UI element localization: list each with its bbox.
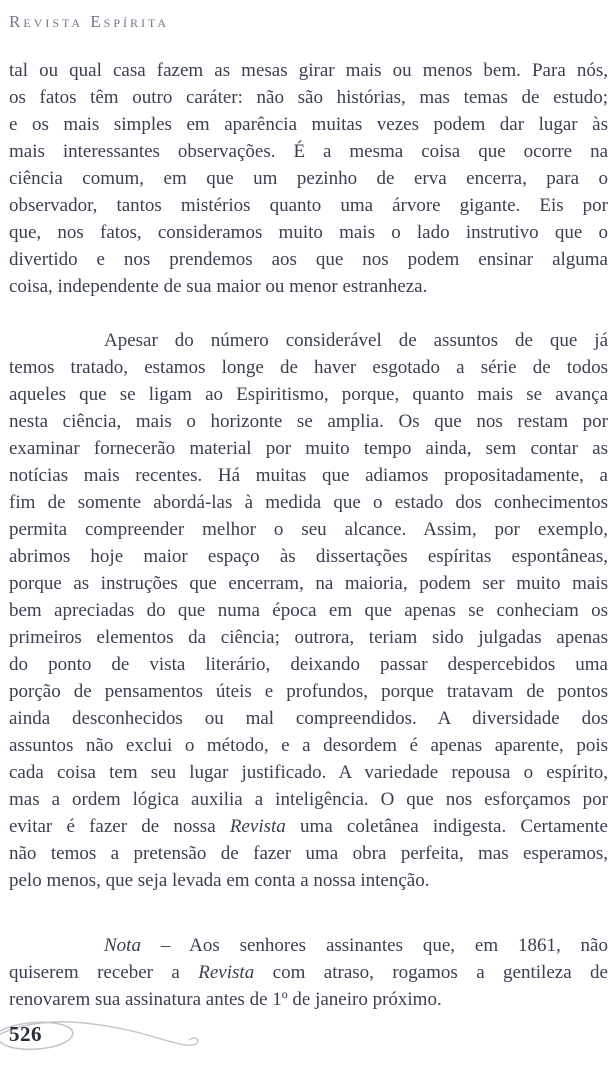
text-line: Nota – Aos senhores assinantes que, em 1861, não [104, 935, 608, 956]
text-line: notícias mais recentes. Há muitas que adiamos propositadamente, a [9, 465, 608, 486]
text-line: Apesar do número considerável de assuntos de que já [104, 330, 608, 351]
text-line: aqueles que se ligam ao Espiritismo, porque, quanto mais se avança [9, 384, 608, 405]
text-line: não temos a pretensão de fazer uma obra perfeita, mas esperamos, [9, 843, 608, 864]
text-line: quiserem receber a Revista com atraso, rogamos a gentileza de [9, 962, 608, 983]
text-line: primeiros elementos da ciência; outrora, teriam sido julgadas apenas [9, 627, 608, 648]
text-line: observador, tantos mistérios quanto uma árvore gigante. Eis por [9, 195, 608, 216]
text-line: os fatos têm outro caráter: não são histórias, mas temas de estudo; [9, 87, 608, 108]
text-line: do ponto de vista literário, deixando passar despercebidos uma [9, 654, 608, 675]
text-line: ciência comum, em que um pezinho de erva encerra, para o [9, 168, 608, 189]
text-line: assuntos não exclui o método, e a desordem é apenas aparente, pois [9, 735, 608, 756]
text-line: ainda desconhecidos ou mal compreendidos. A diversidade dos [9, 708, 608, 729]
text-line: bem apreciadas do que numa época em que apenas se conheciam os [9, 600, 608, 621]
text-line: permita compreender melhor o seu alcance. Assim, por exemplo, [9, 519, 608, 540]
text-line: cada coisa tem seu lugar justificado. A variedade repousa o espírito, [9, 762, 608, 783]
text-line: que, nos fatos, consideramos muito mais o lado instrutivo que o [9, 222, 608, 243]
text-line: coisa, independente de sua maior ou menor estranheza. [9, 276, 428, 297]
text-line: divertido e nos prendemos aos que nos podem ensinar alguma [9, 249, 608, 270]
text-line: mais interessantes observações. É a mesma coisa que ocorre na [9, 141, 608, 162]
paragraph [9, 932, 608, 1013]
text-line: mas a ordem lógica auxilia a inteligência. O que nos esforçamos por [9, 789, 608, 810]
paragraph [9, 57, 608, 300]
text-line: evitar é fazer de nossa Revista uma coletânea indigesta. Certamente [9, 816, 608, 837]
text-line: porque as instruções que encerram, na maioria, podem ser muito mais [9, 573, 608, 594]
running-header: Revista Espírita [9, 12, 170, 31]
text-line: nesta ciência, mais o horizonte se amplia. Os que nos restam por [9, 411, 608, 432]
text-line: fim de somente abordá-las à medida que o estado dos conhecimentos [9, 492, 608, 513]
text-block [9, 57, 608, 1013]
text-line: pelo menos, que seja levada em conta a nossa intenção. [9, 870, 430, 891]
text-line: tal ou qual casa fazem as mesas girar mais ou menos bem. Para nós, [9, 60, 608, 81]
text-line: examinar fornecerão material por muito tempo ainda, sem contar as [9, 438, 608, 459]
text-line: porção de pensamentos úteis e profundos, porque tratavam de pontos [9, 681, 608, 702]
paragraph [9, 327, 608, 894]
text-line: abrimos hoje maior espaço às dissertações espíritas espontâneas, [9, 546, 608, 567]
text-line: temos tratado, estamos longe de haver esgotado a série de todos [9, 357, 608, 378]
page-number: 526 [9, 1022, 42, 1046]
text-line: renovarem sua assinatura antes de 1º de janeiro próximo. [9, 989, 442, 1010]
text-line: e os mais simples em aparência muitas vezes podem dar lugar às [9, 114, 608, 135]
